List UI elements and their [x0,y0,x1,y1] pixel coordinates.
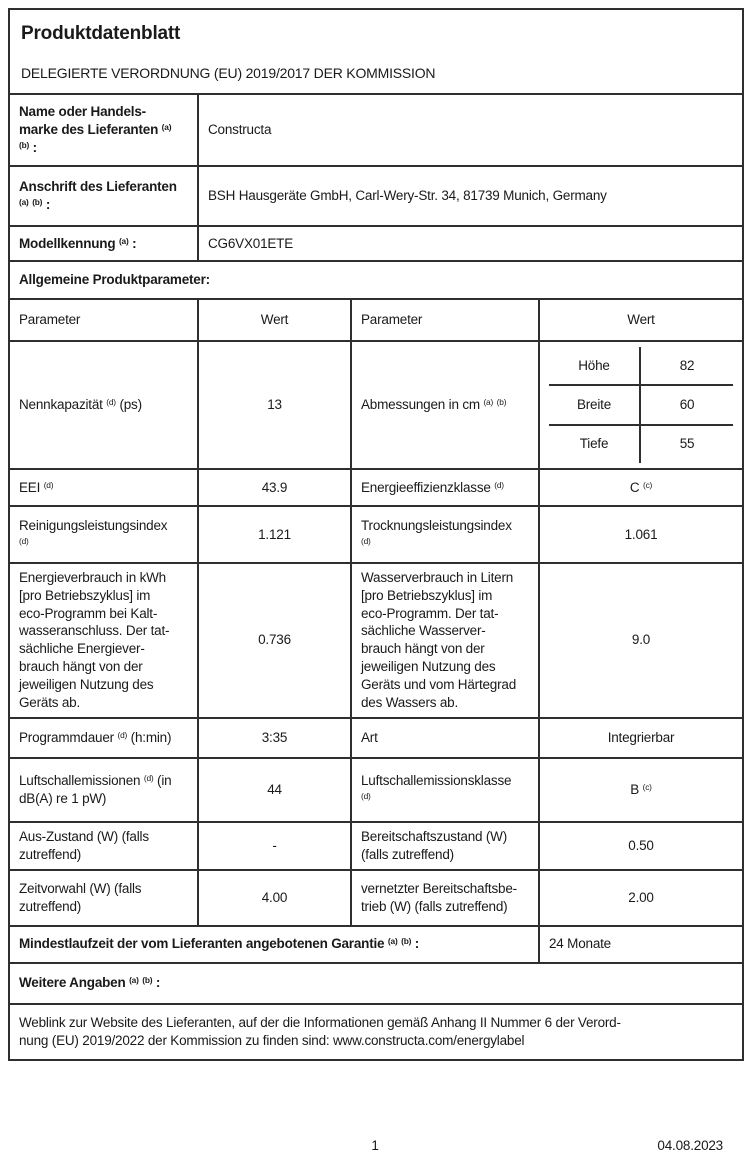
water-consumption-value: 9.0 [539,563,743,718]
program-duration-value: 3:35 [198,718,351,758]
delay-start-value: 4.00 [198,870,351,926]
water-consumption-label: Wasserverbrauch in Litern [pro Betriebszyklus] im eco-Programm. Der tat- sächliche Wasserver- brauch hängt von der jeweiligen Nutzung des Geräts und vom Härtegrad des Wassers ab. [351,563,539,718]
datasheet-table [8,8,744,1061]
capacity-label: Nennkapazität $^{(d)}$ (ps) [9,341,198,469]
weblink-text: Weblink zur Website des Lieferanten, auf der die Informationen gemäß Anhang II Nummer 6 der Verord- nung (EU) 2019/2022 der Kommission zu finden sind: www.constructa.com/energylabel [9,1004,743,1060]
eei-label: EEI $^{(d)}$ [9,469,198,506]
col-header-wert-left: Wert [198,299,351,341]
dimensions-subtable [539,341,743,469]
delay-start-label: Zeitvorwahl (W) (falls zutreffend) [9,870,198,926]
standby-label: Bereitschaftszustand (W) (falls zutreffend) [351,822,539,870]
section-title-general-parameters: Allgemeine Produktparameter: [9,261,743,299]
type-label: Art [351,718,539,758]
warranty-label: Mindestlaufzeit der vom Lieferanten angebotenen Garantie $^{(a)}$ $^{(b)}$ : [9,926,539,963]
supplier-address-label: Anschrift des Lieferanten $^{(a)}$ $^{(b)}$ : [9,166,198,226]
additional-info-label: Weitere Angaben $^{(a)}$ $^{(b)}$ : [9,963,743,1004]
drying-index-label: Trocknungsleistungsindex $^{(d)}$ [351,506,539,563]
supplier-name-label: Name oder Handels- marke des Lieferanten $^{(a)}$ $^{(b)}$ : [9,94,198,166]
warranty-value: 24 Monate [539,926,743,963]
model-id-label: Modellkennung $^{(a)}$ : [9,226,198,261]
page-title: Produktdatenblatt [21,22,181,44]
dimension-name-breite: Breite [549,386,641,423]
networked-standby-label: vernetzter Bereitschaftsbe- trieb (W) (falls zutreffend) [351,870,539,926]
eei-value: 43.9 [198,469,351,506]
drying-index-value: 1.061 [539,506,743,563]
dimension-row-hoehe [549,347,733,384]
col-header-parameter-right: Parameter [351,299,539,341]
page-number: 1 [371,1138,379,1153]
col-header-wert-right: Wert [539,299,743,341]
energy-consumption-label: Energieverbrauch in kWh [pro Betriebszyklus] im eco-Programm bei Kalt- wasseranschluss. Der tat- sächliche Energiever- brauch hängt von der jeweiligen Nutzung des Geräts ab. [9,563,198,718]
dimension-name-tiefe: Tiefe [549,426,641,463]
supplier-address-value: BSH Hausgeräte GmbH, Carl-Wery-Str. 34, 81739 Munich, Germany [198,166,743,226]
cleaning-index-value: 1.121 [198,506,351,563]
energy-consumption-value: 0.736 [198,563,351,718]
cleaning-index-label: Reinigungsleistungsindex $^{(d)}$ [9,506,198,563]
title-block [9,9,743,94]
energy-class-label: Energieeffizienzklasse $^{(d)}$ [351,469,539,506]
dimension-name-hoehe: Höhe [549,347,641,384]
document-date: 04.08.2023 [657,1138,723,1153]
dimension-row-breite [549,384,733,423]
dimension-value-tiefe: 55 [679,436,695,452]
model-id-value: CG6VX01ETE [198,226,743,261]
type-value: Integrierbar [539,718,743,758]
capacity-value: 13 [198,341,351,469]
supplier-name-value: Constructa [198,94,743,166]
off-mode-label: Aus-Zustand (W) (falls zutreffend) [9,822,198,870]
standby-value: 0.50 [539,822,743,870]
page-footer [0,1138,750,1155]
dimension-value-hoehe: 82 [679,357,695,373]
col-header-parameter-left: Parameter [9,299,198,341]
noise-emissions-value: 44 [198,758,351,822]
noise-class-value: B $^{(c)}$ [539,758,743,822]
dimension-value-breite: 60 [679,397,695,413]
noise-class-label: Luftschallemissionsklasse $^{(d)}$ [351,758,539,822]
dimensions-label: Abmessungen in cm $^{(a)}$ $^{(b)}$ [351,341,539,469]
program-duration-label: Programmdauer $^{(d)}$ (h:min) [9,718,198,758]
dimension-row-tiefe [549,424,733,463]
energy-class-value: C $^{(c)}$ [539,469,743,506]
regulation-subtitle: DELEGIERTE VERORDNUNG (EU) 2019/2017 DER KOMMISSION [21,64,436,81]
networked-standby-value: 2.00 [539,870,743,926]
noise-emissions-label: Luftschallemissionen $^{(d)}$ (in dB(A) re 1 pW) [9,758,198,822]
off-mode-value: - [198,822,351,870]
